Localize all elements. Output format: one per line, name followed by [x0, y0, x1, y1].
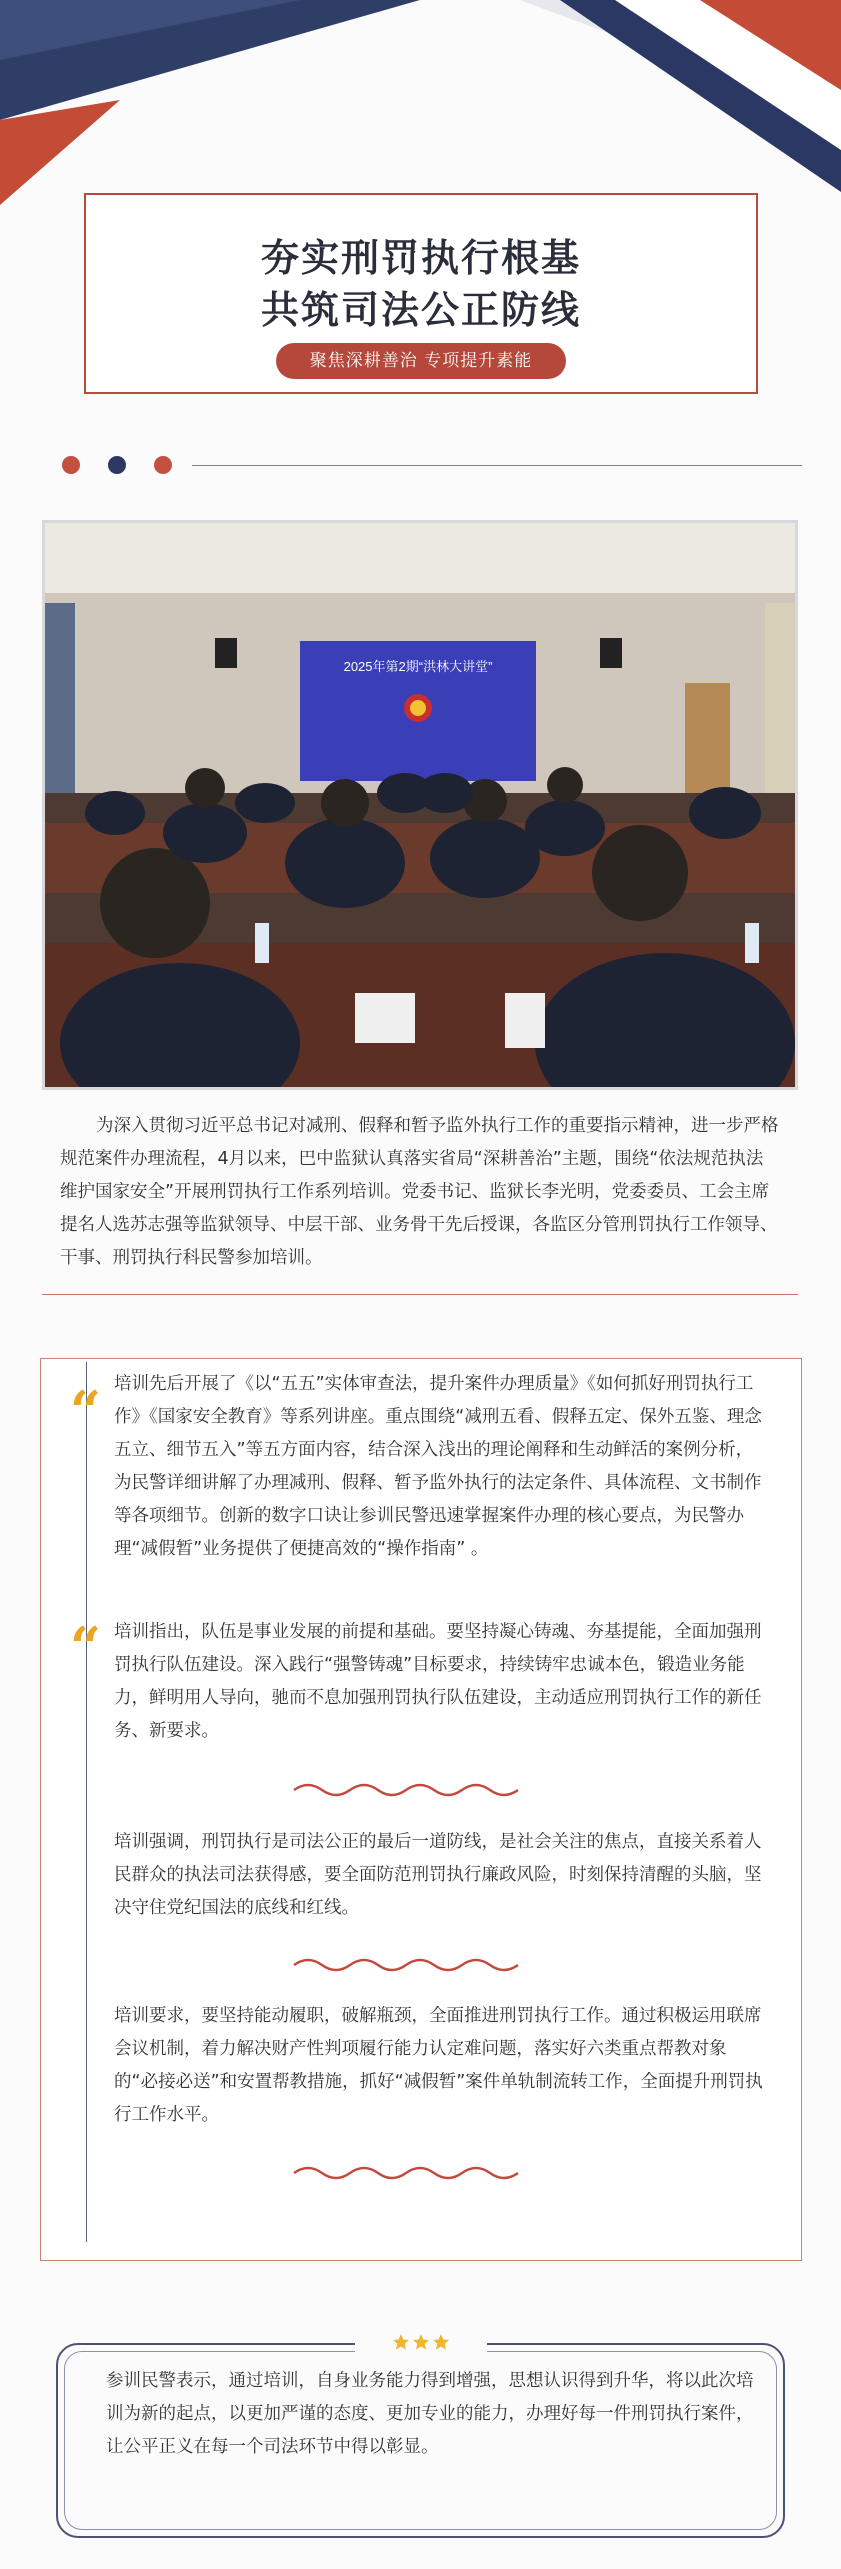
dot-navy: [108, 456, 126, 474]
page-title-line1: 夯实刑罚执行根基: [260, 236, 581, 280]
stars-icon: [392, 2333, 450, 2351]
dot-red-2: [154, 456, 172, 474]
conclusion-paragraph: 参训民警表示，通过培训，自身业务能力得到增强，思想认识得到升华，将以此次培训为新的起点，以更加严谨的态度、更加专业的能力，办理好每一件刑罚执行案件，让公平正义在每一个司法环节中得以彰显。: [106, 2371, 754, 2457]
content-box-left-rule: [86, 1362, 87, 2242]
divider-line: [192, 465, 802, 466]
quote-mark-icon: “: [70, 1615, 102, 1679]
header-decoration: [0, 0, 841, 210]
section-paragraph-1: 培训先后开展了《以“五五”实体审查法，提升案件办理质量》《如何抓好刑罚执行工作》《国家安全教育》等系列讲座。重点围绕“减刑五看、假释五定、保外五鉴、理念五立、细节五入”等五方面内容，结合深入浅出的理论阐释和生动鲜活的案例分析，为民警详细讲解了办理减刑、假释、暂予监外执行的法定条件、具体流程、文书制作等各项细节。创新的数字口诀让参训民警迅速掌握案件办理的核心要点，为民警办理“减假暂”业务提供了便捷高效的“操作指南” 。: [114, 1374, 762, 1559]
photo-screen-title: 2025年第2期“洪林大讲堂”: [343, 659, 493, 674]
wave-divider-icon: [292, 1955, 524, 1975]
page-title-line2: 共筑司法公正防线: [260, 288, 581, 332]
subtitle-pill: 聚焦深耕善治 专项提升素能: [276, 343, 566, 379]
quote-mark-icon: “: [70, 1379, 102, 1443]
section-paragraph-2: 培训指出，队伍是事业发展的前提和基础。要坚持凝心铸魂、夯基提能，全面加强刑罚执行队伍建设。深入践行“强警铸魂”目标要求，持续铸牢忠诚本色，锻造业务能力，鲜明用人导向，驰而不息加强刑罚执行队伍建设，主动适应刑罚执行工作的新任务、新要求。: [114, 1622, 762, 1741]
wave-divider-icon: [292, 2163, 524, 2183]
intro-divider: [42, 1294, 798, 1295]
dot-red-1: [62, 456, 80, 474]
intro-paragraph: 为深入贯彻习近平总书记对减刑、假释和暂予监外执行工作的重要指示精神，进一步严格规范案件办理流程，4月以来，巴中监狱认真落实省局“深耕善治”主题，围绕“依法规范执法 维护国家安全”开展刑罚执行工作系列培训。党委书记、监狱长李光明，党委委员、工会主席提名人选苏志强等监狱领导、中层干部、业务骨干先后授课，各监区分管刑罚执行工作领导、干事、刑罚执行科民警参加培训。: [60, 1116, 779, 1268]
section-paragraph-3: 培训强调，刑罚执行是司法公正的最后一道防线，是社会关注的焦点，直接关系着人民群众的执法司法获得感，要全面防范刑罚执行廉政风险，时刻保持清醒的头脑，坚决守住党纪国法的底线和红线。: [114, 1832, 762, 1918]
section-paragraph-4: 培训要求，要坚持能动履职，破解瓶颈，全面推进刑罚执行工作。通过积极运用联席会议机制，着力解决财产性判项履行能力认定难问题，落实好六类重点帮教对象的“必接必送”和安置帮教措施，抓好“减假暂”案件单轨制流转工作，全面提升刑罚执行工作水平。: [114, 2006, 763, 2125]
title-box: [84, 193, 758, 394]
meeting-photo: [42, 520, 798, 1090]
wave-divider-icon: [292, 1780, 524, 1800]
